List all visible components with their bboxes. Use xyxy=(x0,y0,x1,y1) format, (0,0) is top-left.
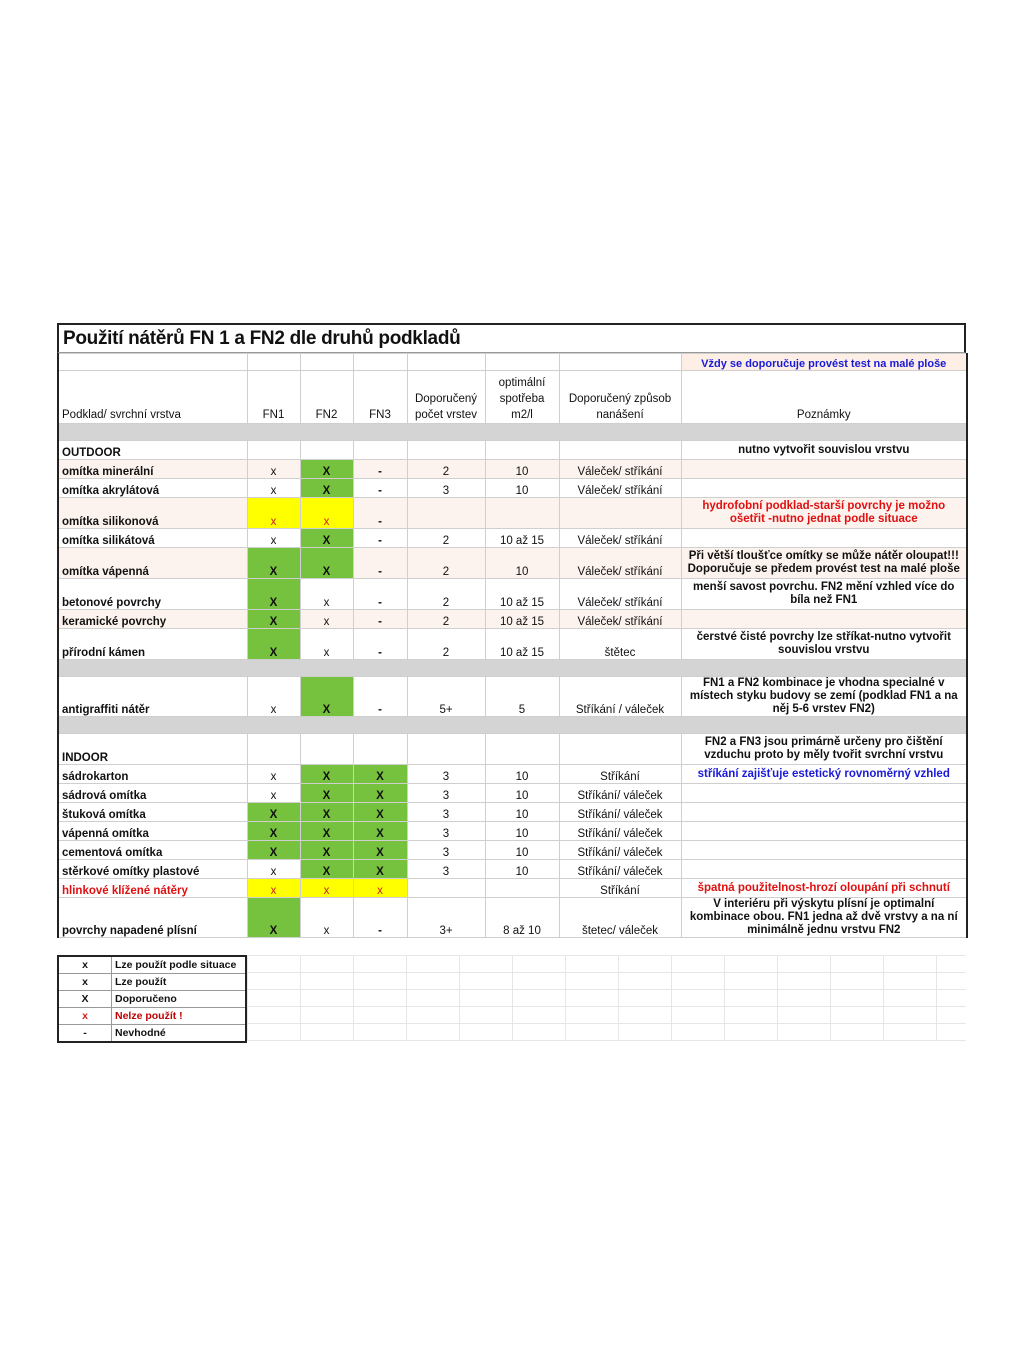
row-note: stříkání zajišťuje estetický rovnoměrný vzhled xyxy=(681,765,967,784)
tip-row xyxy=(58,354,967,371)
header-row xyxy=(58,371,967,424)
table-row xyxy=(58,898,967,938)
usable-mark: x xyxy=(300,898,353,938)
section-outdoor-row xyxy=(58,441,967,460)
sheet-title: Použití nátěrů FN 1 a FN2 dle druhů podkladů xyxy=(63,327,461,349)
recommended-mark: X xyxy=(247,898,300,938)
cell-zpusob: Stříkání/ váleček xyxy=(559,822,681,841)
legend-symbol: x xyxy=(58,956,112,974)
outdoor-rows xyxy=(58,460,967,660)
header-vrstvy: Doporučený počet vrstev xyxy=(407,371,485,424)
header-spotreba: optimální spotřeba m2/l xyxy=(485,371,559,424)
recommended-mark: X xyxy=(300,841,353,860)
row-label: povrchy napadené plísní xyxy=(58,898,247,938)
cell-zpusob: Váleček/ stříkání xyxy=(559,479,681,498)
not-usable-mark: x xyxy=(247,498,300,529)
not-usable-mark: x xyxy=(300,498,353,529)
cell-spotreba xyxy=(485,879,559,898)
legend-row xyxy=(58,1008,246,1025)
not-usable-mark: x xyxy=(300,879,353,898)
recommended-mark: X xyxy=(353,860,407,879)
usable-mark: x xyxy=(300,610,353,629)
row-note xyxy=(681,860,967,879)
row-note: FN1 a FN2 kombinace je vhodna specialné v místech styku budovy se zemí (podklad FN1 a na něj 5-6 vrstev FN2) xyxy=(681,677,967,717)
cell-zpusob: Váleček/ stříkání xyxy=(559,579,681,610)
header-fn2: FN2 xyxy=(300,371,353,424)
row-label: omítka vápenná xyxy=(58,548,247,579)
cell-vrstvy: 3 xyxy=(407,822,485,841)
row-note: čerstvé čisté povrchy lze stříkat-nutno vytvořit souvislou vrstvu xyxy=(681,629,967,660)
row-label: betonové povrchy xyxy=(58,579,247,610)
legend-row xyxy=(58,956,246,974)
cell-spotreba: 10 xyxy=(485,460,559,479)
recommended-mark: X xyxy=(300,460,353,479)
usable-mark: x xyxy=(247,765,300,784)
cell-spotreba: 10 až 15 xyxy=(485,629,559,660)
cell-vrstvy: 2 xyxy=(407,460,485,479)
legend-symbol: X xyxy=(58,991,112,1008)
row-label: sádrová omítka xyxy=(58,784,247,803)
table-row xyxy=(58,860,967,879)
table-row xyxy=(58,822,967,841)
coating-table xyxy=(57,353,968,938)
recommended-mark: X xyxy=(247,610,300,629)
legend-row xyxy=(58,974,246,991)
recommended-mark: X xyxy=(247,548,300,579)
outdoor-note: nutno vytvořit souvislou vrstvu xyxy=(681,441,967,460)
recommended-mark: X xyxy=(300,803,353,822)
recommended-mark: X xyxy=(300,860,353,879)
usable-mark: x xyxy=(300,579,353,610)
cell-vrstvy: 3 xyxy=(407,765,485,784)
header-zpusob: Doporučený způsob nanášení xyxy=(559,371,681,424)
row-label: štuková omítka xyxy=(58,803,247,822)
recommended-mark: X xyxy=(300,784,353,803)
cell-vrstvy: 2 xyxy=(407,548,485,579)
table-row xyxy=(58,610,967,629)
row-note: hydrofobní podklad-starší povrchy je možno ošetřit -nutno jednat podle situace xyxy=(681,498,967,529)
table-row xyxy=(58,677,967,717)
cell-zpusob: Stříkání/ váleček xyxy=(559,803,681,822)
table-row xyxy=(58,784,967,803)
cell-zpusob: štětec xyxy=(559,629,681,660)
cell-zpusob xyxy=(559,498,681,529)
row-label: přírodní kámen xyxy=(58,629,247,660)
cell-zpusob: Váleček/ stříkání xyxy=(559,610,681,629)
indoor-rows xyxy=(58,765,967,938)
recommended-mark: X xyxy=(353,822,407,841)
legend-table xyxy=(57,955,247,1043)
cell-spotreba: 10 xyxy=(485,548,559,579)
cell-vrstvy xyxy=(407,498,485,529)
legend-row xyxy=(58,1025,246,1043)
unsuitable-mark: - xyxy=(353,610,407,629)
legend-text: Doporučeno xyxy=(112,991,247,1008)
separator-row xyxy=(58,424,967,441)
table-row xyxy=(58,460,967,479)
cell-vrstvy: 2 xyxy=(407,629,485,660)
unsuitable-mark: - xyxy=(353,579,407,610)
cell-spotreba: 10 xyxy=(485,860,559,879)
row-note xyxy=(681,784,967,803)
row-note xyxy=(681,841,967,860)
table-row xyxy=(58,579,967,610)
recommended-mark: X xyxy=(247,579,300,610)
row-label: omítka akrylátová xyxy=(58,479,247,498)
indoor-note: FN2 a FN3 jsou primárně určeny pro čištění vzduchu proto by měly tvořit svrchní vrstvu xyxy=(681,734,967,765)
cell-vrstvy: 2 xyxy=(407,529,485,548)
recommended-mark: X xyxy=(300,529,353,548)
cell-vrstvy: 5+ xyxy=(407,677,485,717)
recommended-mark: X xyxy=(247,822,300,841)
recommended-mark: X xyxy=(353,784,407,803)
row-label: omítka silikátová xyxy=(58,529,247,548)
cell-spotreba: 10 xyxy=(485,803,559,822)
cell-zpusob: Stříkání/ váleček xyxy=(559,860,681,879)
unsuitable-mark: - xyxy=(353,498,407,529)
table-row xyxy=(58,529,967,548)
header-fn1: FN1 xyxy=(247,371,300,424)
header-poznamky: Poznámky xyxy=(681,371,967,424)
cell-zpusob: Stříkání / váleček xyxy=(559,677,681,717)
row-note xyxy=(681,529,967,548)
cell-spotreba: 10 až 15 xyxy=(485,529,559,548)
row-note: Při větší tloušťce omítky se může nátěr oloupat!!! Doporučuje se předem provést test na malé ploše xyxy=(681,548,967,579)
row-label: cementová omítka xyxy=(58,841,247,860)
cell-zpusob: Váleček/ stříkání xyxy=(559,460,681,479)
not-usable-mark: x xyxy=(247,879,300,898)
legend-row xyxy=(58,991,246,1008)
cell-zpusob: štetec/ váleček xyxy=(559,898,681,938)
usable-mark: x xyxy=(247,529,300,548)
legend-symbol: x xyxy=(58,1008,112,1025)
row-note xyxy=(681,460,967,479)
recommended-mark: X xyxy=(300,677,353,717)
recommended-mark: X xyxy=(247,803,300,822)
unsuitable-mark: - xyxy=(353,629,407,660)
cell-spotreba: 10 až 15 xyxy=(485,610,559,629)
cell-zpusob: Váleček/ stříkání xyxy=(559,529,681,548)
empty-grid-area xyxy=(247,955,966,1041)
row-label: sádrokarton xyxy=(58,765,247,784)
table-row xyxy=(58,765,967,784)
usable-mark: x xyxy=(300,629,353,660)
recommended-mark: X xyxy=(300,479,353,498)
usable-mark: x xyxy=(247,479,300,498)
legend-text: Nevhodné xyxy=(112,1025,247,1043)
recommended-mark: X xyxy=(300,765,353,784)
usable-mark: x xyxy=(247,677,300,717)
cell-vrstvy: 2 xyxy=(407,579,485,610)
usable-mark: x xyxy=(247,784,300,803)
row-label: hlinkové klížené nátěry xyxy=(58,879,247,898)
cell-vrstvy xyxy=(407,879,485,898)
cell-vrstvy: 3+ xyxy=(407,898,485,938)
separator-row xyxy=(58,660,967,677)
recommended-mark: X xyxy=(247,841,300,860)
cell-vrstvy: 3 xyxy=(407,860,485,879)
legend-text: Lze použít podle situace xyxy=(112,956,247,974)
cell-spotreba: 10 xyxy=(485,765,559,784)
table-row xyxy=(58,498,967,529)
usable-mark: x xyxy=(247,860,300,879)
unsuitable-mark: - xyxy=(353,460,407,479)
recommended-mark: X xyxy=(353,803,407,822)
row-label: keramické povrchy xyxy=(58,610,247,629)
cell-zpusob: Stříkání/ váleček xyxy=(559,841,681,860)
tip-note: Vždy se doporučuje provést test na malé ploše xyxy=(681,354,967,371)
table-row xyxy=(58,841,967,860)
section-indoor-row xyxy=(58,734,967,765)
cell-spotreba: 10 xyxy=(485,822,559,841)
cell-zpusob: Váleček/ stříkání xyxy=(559,548,681,579)
recommended-mark: X xyxy=(353,841,407,860)
unsuitable-mark: - xyxy=(353,479,407,498)
table-row xyxy=(58,803,967,822)
cell-vrstvy: 2 xyxy=(407,610,485,629)
section-indoor: INDOOR xyxy=(58,734,247,765)
legend-text: Nelze použít ! xyxy=(112,1008,247,1025)
row-label: antigraffiti nátěr xyxy=(58,677,247,717)
section-outdoor: OUTDOOR xyxy=(58,441,247,460)
row-note xyxy=(681,610,967,629)
cell-spotreba: 10 xyxy=(485,841,559,860)
antigraffiti-rows xyxy=(58,677,967,717)
recommended-mark: X xyxy=(300,822,353,841)
row-note: špatná použitelnost-hrozí oloupání při schnutí xyxy=(681,879,967,898)
row-label: omítka silikonová xyxy=(58,498,247,529)
unsuitable-mark: - xyxy=(353,548,407,579)
row-label: vápenná omítka xyxy=(58,822,247,841)
row-note xyxy=(681,822,967,841)
header-fn3: FN3 xyxy=(353,371,407,424)
row-note: V interiéru při výskytu plísní je optimalní kombinace obou. FN1 jedna až dvě vrstvy a na ní minimálně jednu vrstvu FN2 xyxy=(681,898,967,938)
sheet-title-row xyxy=(57,323,966,353)
header-podklad: Podklad/ svrchní vrstva xyxy=(58,371,247,424)
row-note: menší savost povrchu. FN2 mění vzhled více do bíla než FN1 xyxy=(681,579,967,610)
legend-symbol: - xyxy=(58,1025,112,1043)
table-row xyxy=(58,479,967,498)
row-label: stěrkové omítky plastové xyxy=(58,860,247,879)
not-usable-mark: x xyxy=(353,879,407,898)
cell-spotreba: 10 až 15 xyxy=(485,579,559,610)
legend-text: Lze použít xyxy=(112,974,247,991)
row-note xyxy=(681,479,967,498)
cell-spotreba: 10 xyxy=(485,784,559,803)
unsuitable-mark: - xyxy=(353,898,407,938)
spreadsheet xyxy=(57,323,966,938)
cell-zpusob: Stříkání/ váleček xyxy=(559,784,681,803)
cell-zpusob: Stříkání xyxy=(559,879,681,898)
unsuitable-mark: - xyxy=(353,529,407,548)
cell-vrstvy: 3 xyxy=(407,841,485,860)
cell-vrstvy: 3 xyxy=(407,479,485,498)
recommended-mark: X xyxy=(247,629,300,660)
usable-mark: x xyxy=(247,460,300,479)
cell-spotreba xyxy=(485,498,559,529)
unsuitable-mark: - xyxy=(353,677,407,717)
separator-row xyxy=(58,717,967,734)
cell-zpusob: Stříkání xyxy=(559,765,681,784)
legend-symbol: x xyxy=(58,974,112,991)
recommended-mark: X xyxy=(300,548,353,579)
table-row xyxy=(58,879,967,898)
recommended-mark: X xyxy=(353,765,407,784)
table-row xyxy=(58,629,967,660)
cell-vrstvy: 3 xyxy=(407,784,485,803)
cell-spotreba: 8 až 10 xyxy=(485,898,559,938)
cell-vrstvy: 3 xyxy=(407,803,485,822)
cell-spotreba: 10 xyxy=(485,479,559,498)
row-label: omítka minerální xyxy=(58,460,247,479)
cell-spotreba: 5 xyxy=(485,677,559,717)
table-row xyxy=(58,548,967,579)
row-note xyxy=(681,803,967,822)
